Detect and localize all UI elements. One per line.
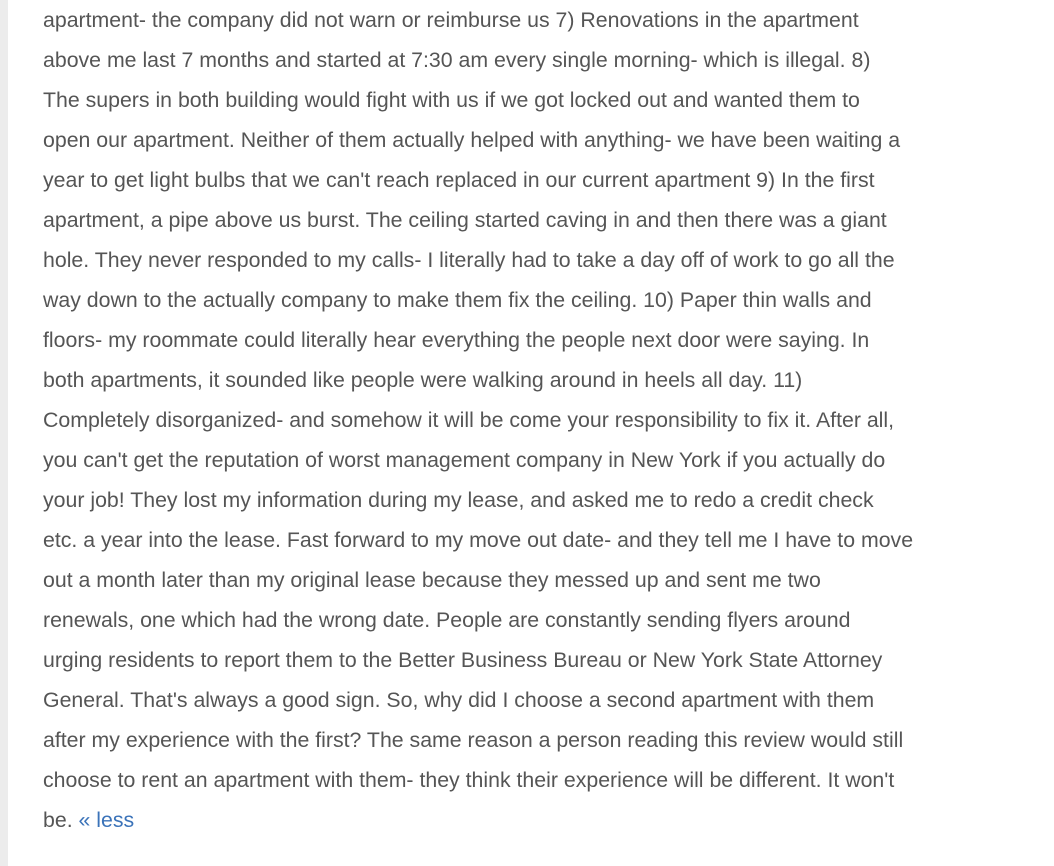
review-line: apartment, a pipe above us burst. The ceiling started caving in and then there was a giant: [43, 208, 887, 232]
review-line: way down to the actually company to make them fix the ceiling. 10) Paper thin walls and: [43, 288, 872, 312]
review-line: renewals, one which had the wrong date. People are constantly sending flyers around: [43, 608, 851, 632]
review-line: choose to rent an apartment with them- they think their experience will be different. It won't: [43, 768, 895, 792]
review-line: apartment- the company did not warn or reimburse us 7) Renovations in the apartment: [43, 8, 859, 32]
review-line: both apartments, it sounded like people were walking around in heels all day. 11): [43, 368, 803, 392]
review-line: above me last 7 months and started at 7:30 am every single morning- which is illegal. 8): [43, 48, 871, 72]
review-line: floors- my roommate could literally hear everything the people next door were saying. In: [43, 328, 870, 352]
review-line: you can't get the reputation of worst management company in New York if you actually do: [43, 448, 886, 472]
review-last-line: [43, 800, 1043, 840]
show-less-link[interactable]: « less: [78, 808, 135, 832]
review-last-line-text: be.: [43, 808, 73, 832]
review-line: The supers in both building would fight with us if we got locked out and wanted them to: [43, 88, 860, 112]
review-line: urging residents to report them to the Better Business Bureau or New York State Attorney: [43, 648, 883, 672]
review-text: [43, 0, 1043, 840]
review-line: out a month later than my original lease because they messed up and sent me two: [43, 568, 821, 592]
review-line: year to get light bulbs that we can't reach replaced in our current apartment 9) In the first: [43, 168, 875, 192]
review-line: Completely disorganized- and somehow it will be come your responsibility to fix it. After all,: [43, 408, 895, 432]
review-line: etc. a year into the lease. Fast forward to my move out date- and they tell me I have to move: [43, 528, 914, 552]
left-divider: [0, 0, 8, 866]
review-line: General. That's always a good sign. So, why did I choose a second apartment with them: [43, 688, 875, 712]
review-line: hole. They never responded to my calls- I literally had to take a day off of work to go all the: [43, 248, 895, 272]
review-line: after my experience with the first? The same reason a person reading this review would still: [43, 728, 904, 752]
review-line: your job! They lost my information during my lease, and asked me to redo a credit check: [43, 488, 874, 512]
review-line: open our apartment. Neither of them actually helped with anything- we have been waiting a: [43, 128, 901, 152]
